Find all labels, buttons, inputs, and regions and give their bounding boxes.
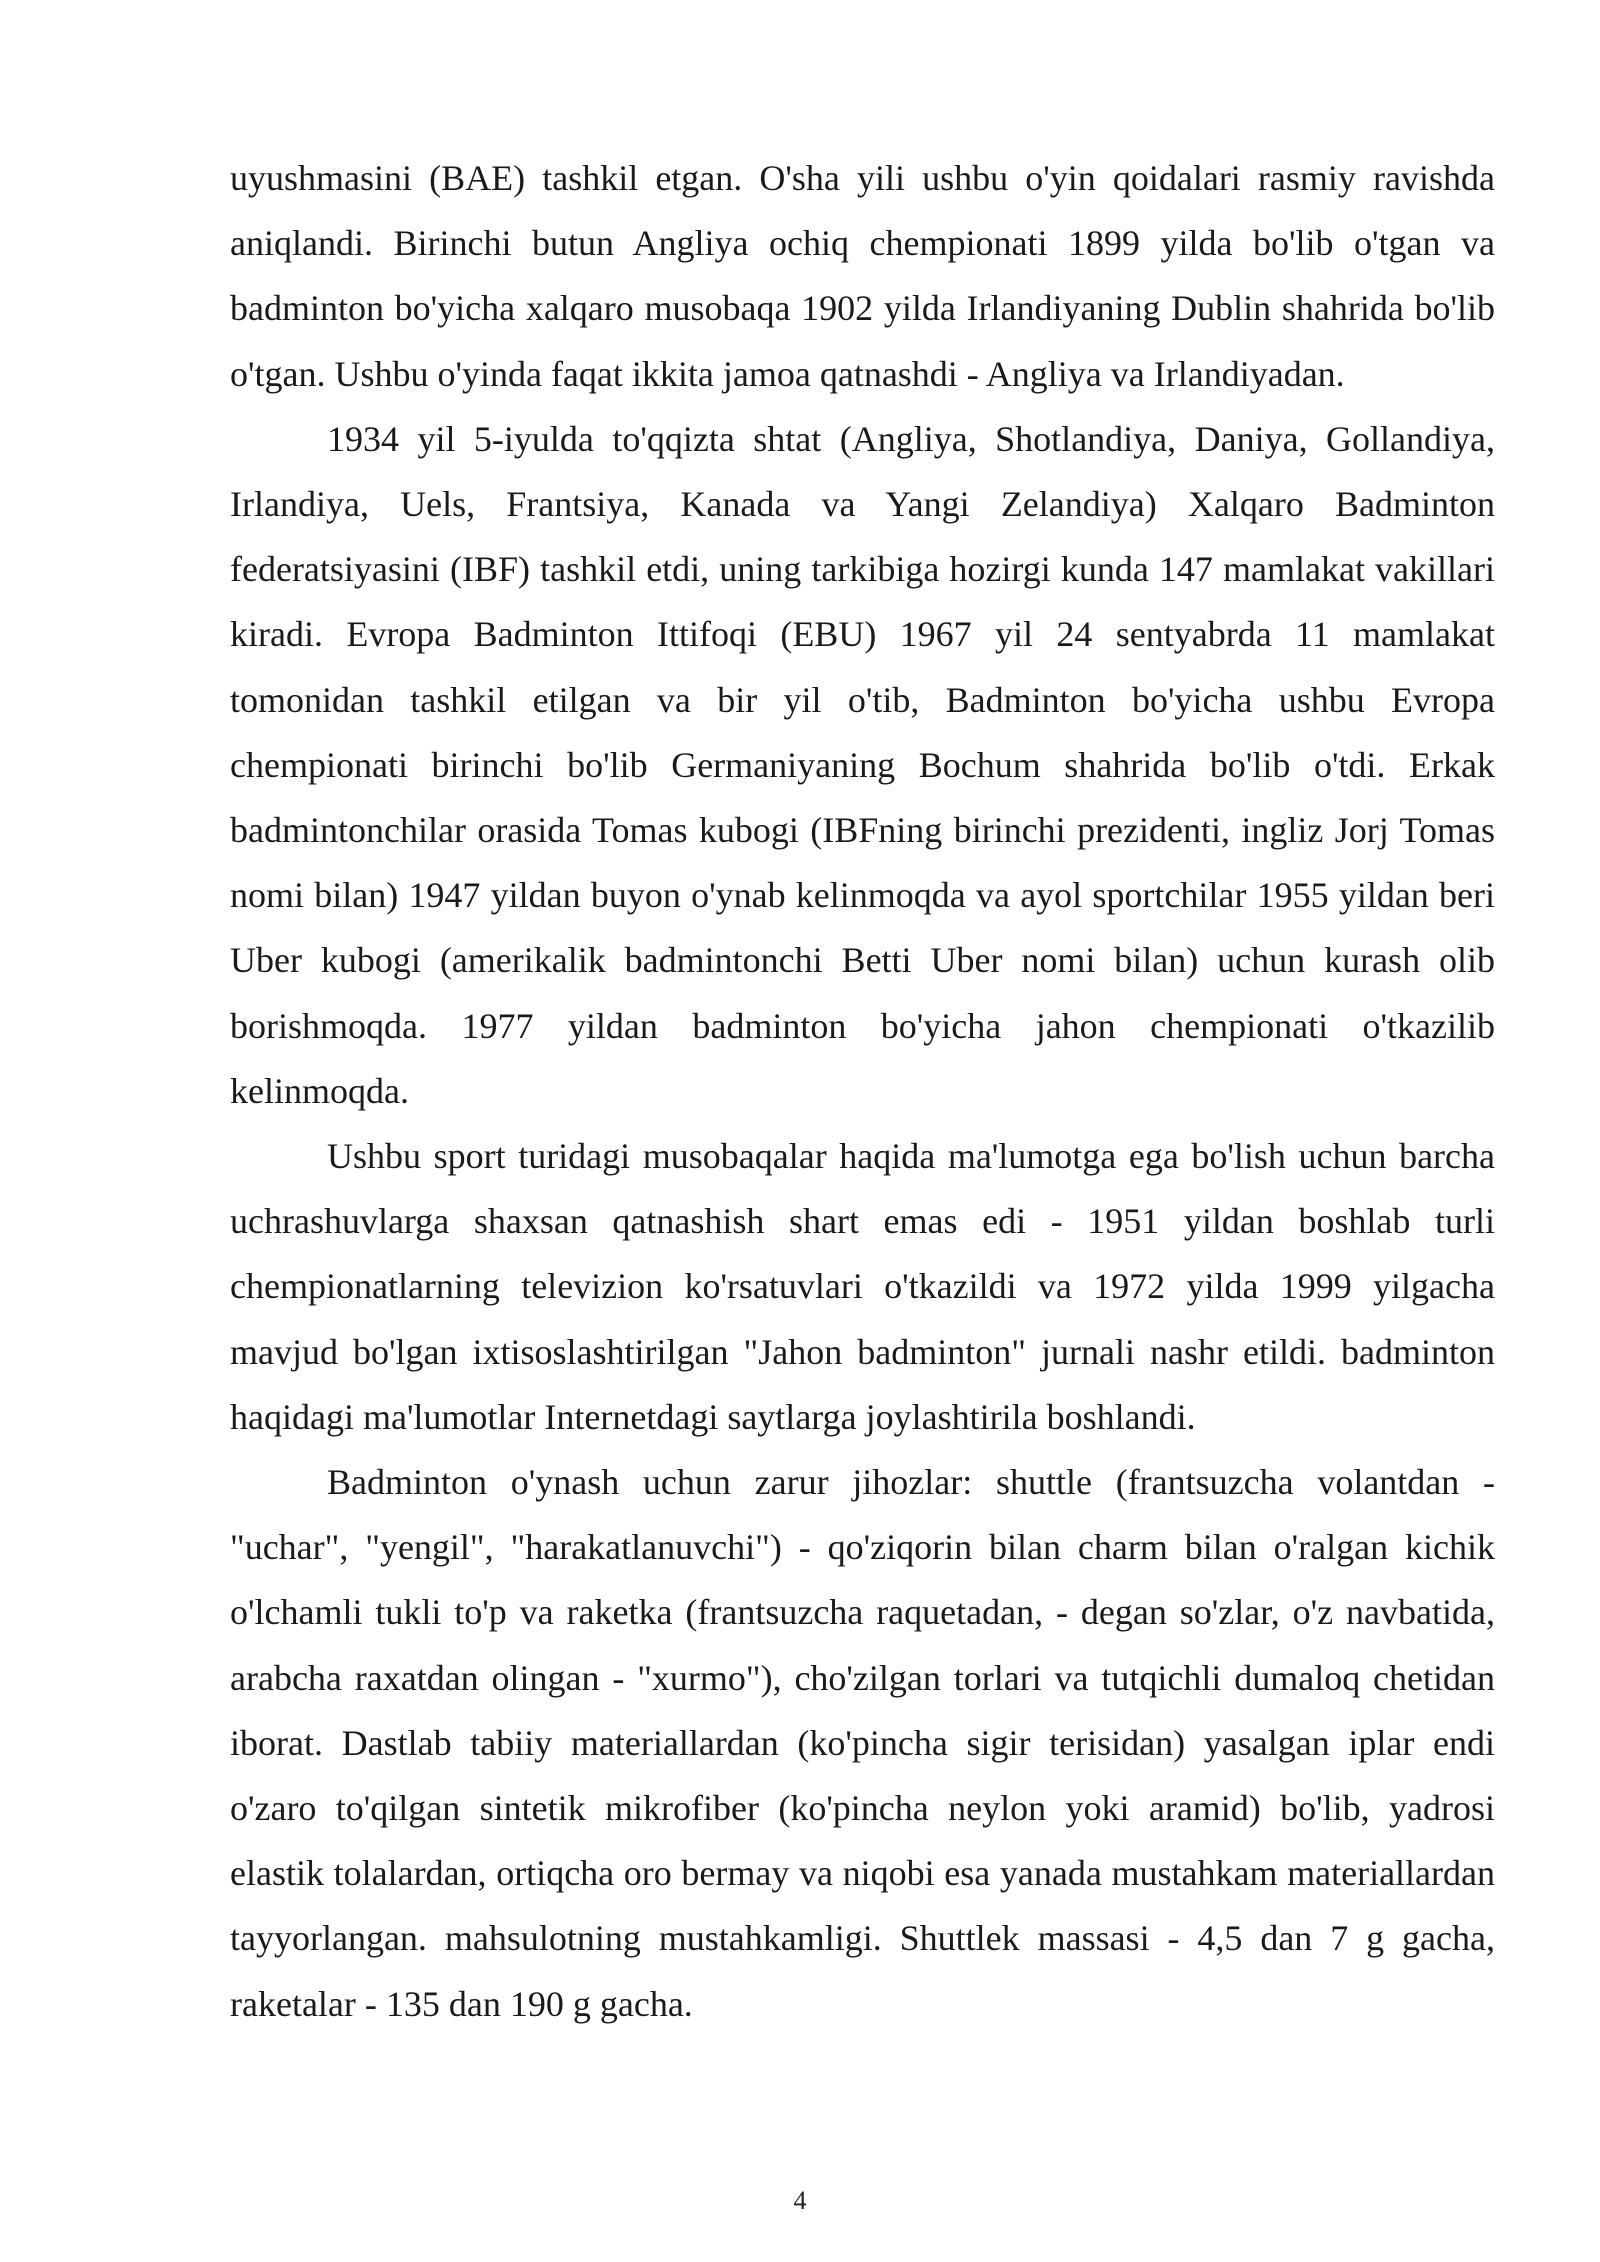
paragraph-1: uyushmasini (BAE) tashkil etgan. O'sha yili ushbu o'yin qoidalari rasmiy ravishda aniqlandi. Birinchi butun Angliya ochiq chempionati 1899 yilda bo'lib o'tgan va badminton bo'yicha xalqaro musobaqa 1902 yilda Irlandiyaning Dublin shahrida bo'lib o'tgan. Ushbu o'yinda faqat ikkita jamoa qatnashdi - Angliya va Irlandiyadan.	[230, 158, 1495, 394]
page-number: 4	[793, 2186, 807, 2215]
paragraph-2: 1934 yil 5-iyulda to'qqizta shtat (Angliya, Shotlandiya, Daniya, Gollandiya, Irlandiya, Uels, Frantsiya, Kanada va Yangi Zelandiya) Xalqaro Badminton federatsiyasini (IBF) tashkil etdi, uning tarkibiga hozirgi kunda 147 mamlakat vakillari kiradi. Evropa Badminton Ittifoqi (EBU) 1967 yil 24 sentyabrda 11 mamlakat tomonidan tashkil etilgan va bir yil o'tib, Badminton bo'yicha ushbu Evropa chempionati birinchi bo'lib Germaniyaning Bochum shahrida bo'lib o'tdi. Erkak badmintonchilar orasida Tomas kubogi (IBFning birinchi prezidenti, ingliz Jorj Tomas nomi bilan) 1947 yildan buyon o'ynab kelinmoqda va ayol sportchilar 1955 yildan beri Uber kubogi (amerikalik badmintonchi Betti Uber nomi bilan) uchun kurash olib borishmoqda. 1977 yildan badminton bo'yicha jahon chempionati o'tkazilib kelinmoqda.	[230, 418, 1495, 1111]
paragraph-3: Ushbu sport turidagi musobaqalar haqida ma'lumotga ega bo'lish uchun barcha uchrashuvlarga shaxsan qatnashish shart emas edi - 1951 yildan boshlab turli chempionatlarning televizion ko'rsatuvlari o'tkazildi va 1972 yilda 1999 yilgacha mavjud bo'lgan ixtisoslashtirilgan "Jahon badminton" jurnali nashr etildi. badminton haqidagi ma'lumotlar Internetdagi saytlarga joylashtirila boshlandi.	[230, 1136, 1495, 1437]
paragraph-4: Badminton o'ynash uchun zarur jihozlar: shuttle (frantsuzcha volantdan - "uchar", "yengil", "harakatlanuvchi") - qo'ziqorin bilan charm bilan o'ralgan kichik o'lchamli tukli to'p va raketka (frantsuzcha raquetadan, - degan so'zlar, o'z navbatida, arabcha raxatdan olingan - "xurmo"), cho'zilgan torlari va tutqichli dumaloq chetidan iborat. Dastlab tabiiy materiallardan (ko'pincha sigir terisidan) yasalgan iplar endi o'zaro to'qilgan sintetik mikrofiber (ko'pincha neylon yoki aramid) bo'lib, yadrosi elastik tolalardan, ortiqcha oro bermay va niqobi esa yanada mustahkam materiallardan tayyorlangan. mahsulotning mustahkamligi. Shuttlek massasi - 4,5 dan 7 g gacha, raketalar - 135 dan 190 g gacha.	[230, 1462, 1495, 2024]
page-body	[230, 146, 1495, 2037]
